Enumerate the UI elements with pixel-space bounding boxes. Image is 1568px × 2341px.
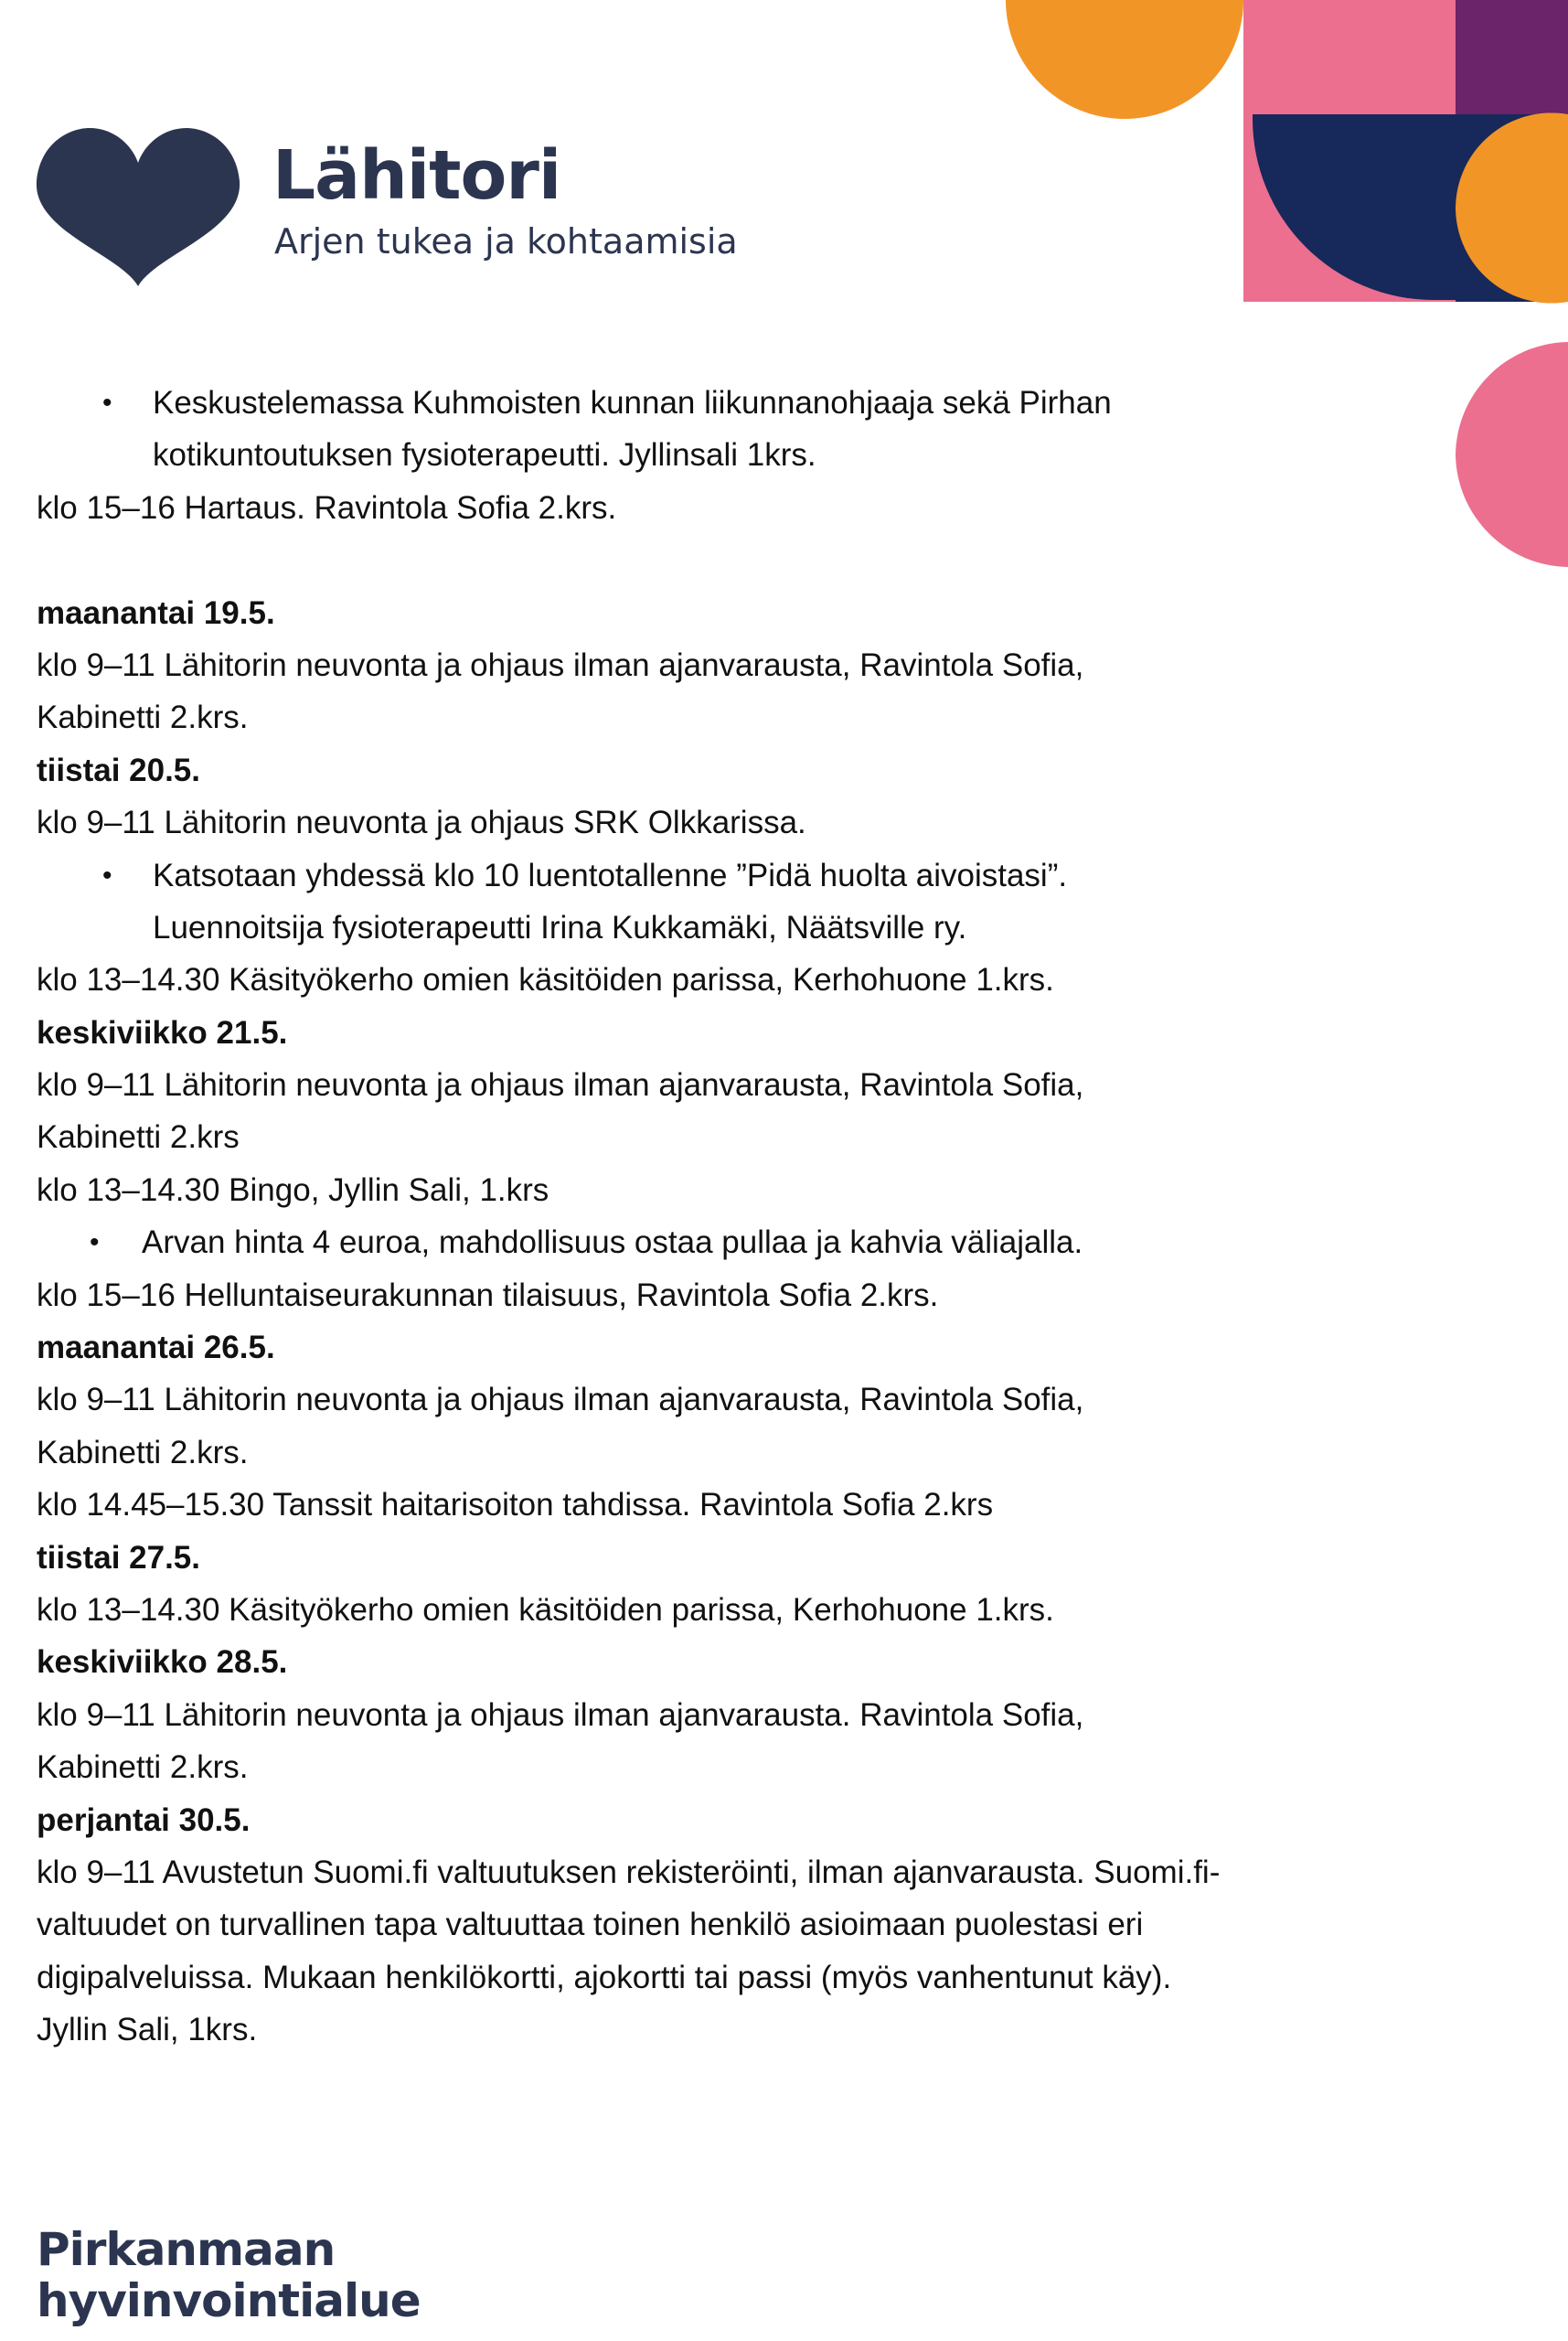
list-item: [37, 377, 1353, 429]
orange-quarter: [1456, 114, 1568, 302]
navy-drop: [1253, 114, 1456, 300]
event-line: klo 13–14.30 Käsityökerho omien käsitöiden parissa, Kerhohuone 1.krs.: [37, 1591, 1054, 1628]
event-line: digipalveluissa. Mukaan henkilökortti, ajokortti tai passi (myös vanhentunut käy).: [37, 1959, 1172, 1995]
event-line: klo 9–11 Lähitorin neuvonta ja ohjaus SRK Olkkarissa.: [37, 805, 806, 841]
event-line: klo 13–14.30 Käsityökerho omien käsitöiden parissa, Kerhohuone 1.krs.: [37, 962, 1054, 999]
event-line: klo 9–11 Avustetun Suomi.fi valtuutuksen rekisteröinti, ilman ajanvarausta. Suomi.fi-: [37, 1854, 1221, 1890]
bullet-text: Katsotaan yhdessä klo 10 luentotallenne ”Pidä huolta aivoistasi”.: [153, 857, 1068, 893]
event-line: klo 9–11 Lähitorin neuvonta ja ohjaus ilman ajanvarausta, Ravintola Sofia,: [37, 1382, 1084, 1418]
day-heading: keskiviikko 28.5.: [37, 1644, 288, 1681]
orange-half-circle: [1006, 0, 1243, 119]
bullet-continuation: kotikuntoutuksen fysioterapeutti. Jyllinsali 1krs.: [153, 437, 816, 474]
bullet-icon: •: [102, 860, 112, 891]
event-line: klo 9–11 Lähitorin neuvonta ja ohjaus ilman ajanvarausta. Ravintola Sofia,: [37, 1696, 1084, 1733]
day-heading: tiistai 20.5.: [37, 752, 200, 788]
event-line: klo 15–16 Hartaus. Ravintola Sofia 2.krs.: [37, 489, 617, 526]
event-line: valtuudet on turvallinen tapa valtuuttaa toinen henkilö asioimaan puolestasi eri: [37, 1907, 1144, 1943]
day-heading: perjantai 30.5.: [37, 1801, 251, 1838]
event-line: klo 14.45–15.30 Tanssit haitarisoiton tahdissa. Ravintola Sofia 2.krs: [37, 1487, 994, 1523]
bullet-text: Arvan hinta 4 euroa, mahdollisuus ostaa pullaa ja kahvia väliajalla.: [142, 1224, 1083, 1261]
pink-lower-shape: [1456, 342, 1568, 567]
list-item: [37, 1216, 1353, 1268]
bullet-text: Keskustelemassa Kuhmoisten kunnan liikunnanohjaaja sekä Pirhan: [153, 385, 1112, 421]
footer-logo-line1: Pirkanmaan: [37, 2223, 336, 2276]
event-line: Kabinetti 2.krs.: [37, 1434, 249, 1470]
lahitori-heart-logo-icon: [33, 126, 243, 286]
bullet-icon: •: [102, 388, 112, 418]
event-line: klo 9–11 Lähitorin neuvonta ja ohjaus ilman ajanvarausta, Ravintola Sofia,: [37, 647, 1084, 683]
event-line: Kabinetti 2.krs.: [37, 1749, 249, 1786]
purple-block: [1456, 0, 1568, 192]
day-heading: maanantai 19.5.: [37, 594, 275, 631]
bullet-continuation: Luennoitsija fysioterapeutti Irina Kukkamäki, Näätsville ry.: [153, 909, 967, 946]
event-line: klo 13–14.30 Bingo, Jyllin Sali, 1.krs: [37, 1171, 549, 1208]
event-line: klo 15–16 Helluntaiseurakunnan tilaisuus, Ravintola Sofia 2.krs.: [37, 1277, 939, 1313]
orange-lower-circle: [1456, 112, 1568, 303]
logo-tagline: Arjen tukea ja kohtaamisia: [274, 221, 738, 262]
event-line: Jyllin Sali, 1krs.: [37, 2012, 258, 2048]
pink-block: [1243, 0, 1456, 302]
event-line: Kabinetti 2.krs.: [37, 700, 249, 736]
list-item: [37, 850, 1353, 902]
logo-title: Lähitori: [272, 136, 561, 215]
pink-half-circle: [1474, 342, 1568, 567]
spacer: [37, 534, 1353, 586]
day-heading: maanantai 26.5.: [37, 1330, 275, 1366]
bullet-icon: •: [90, 1227, 100, 1258]
event-line: Kabinetti 2.krs: [37, 1119, 240, 1156]
day-heading: keskiviikko 21.5.: [37, 1014, 288, 1051]
footer-logo: [37, 2224, 421, 2326]
day-heading: tiistai 27.5.: [37, 1539, 200, 1576]
footer-logo-line2: hyvinvointialue: [37, 2274, 421, 2327]
event-line: klo 9–11 Lähitorin neuvonta ja ohjaus ilman ajanvarausta, Ravintola Sofia,: [37, 1067, 1084, 1104]
schedule-content: [37, 377, 1353, 2057]
